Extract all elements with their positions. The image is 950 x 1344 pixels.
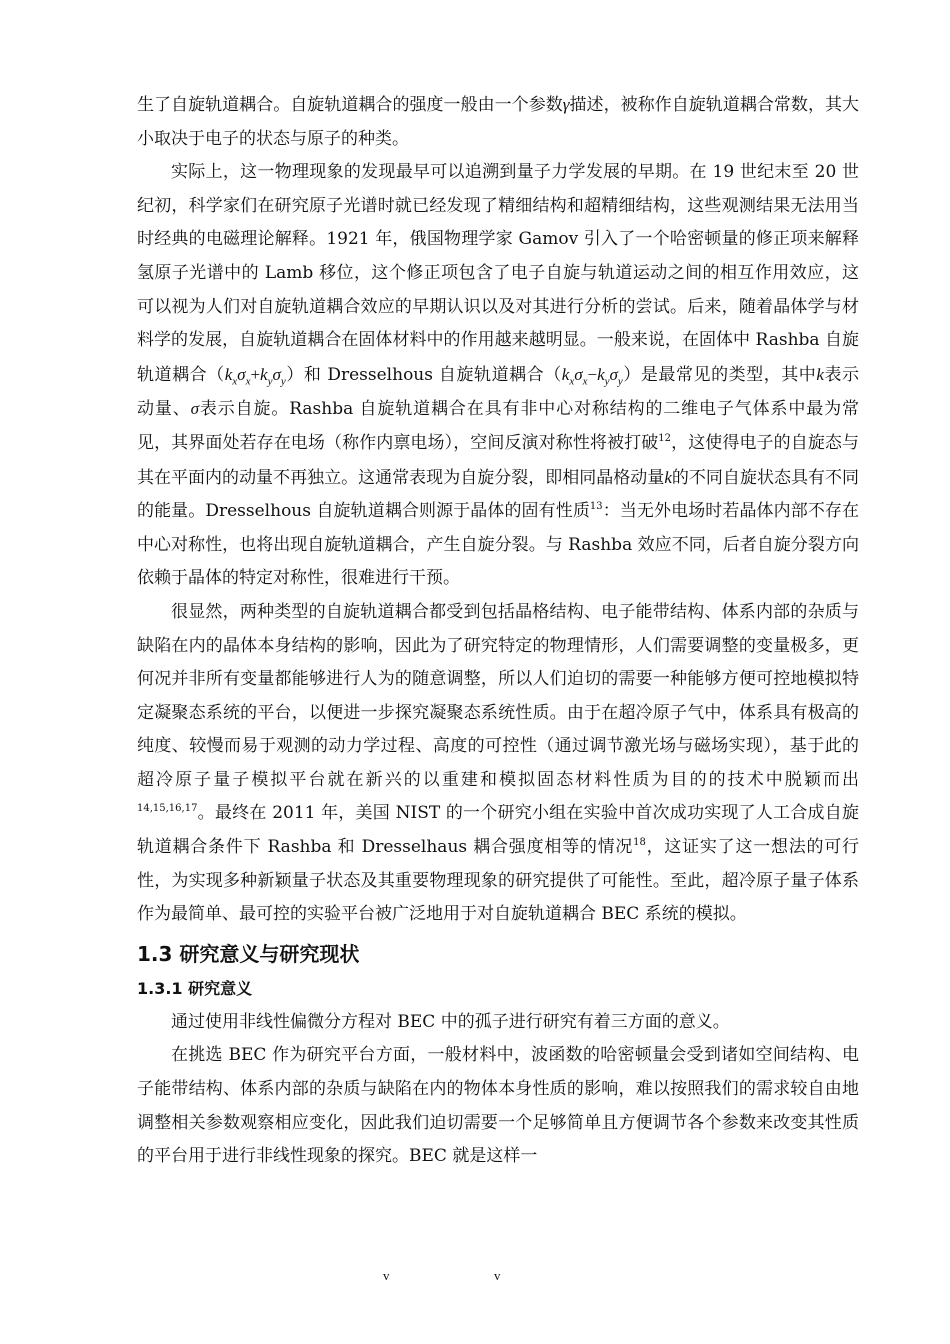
text-run: 生了自旋轨道耦合。自旋轨道耦合的强度一般由一个参数	[137, 95, 563, 115]
gamma-symbol: γ	[562, 95, 570, 114]
rashba-formula: $k_x\sigma_x+k_y\sigma_y$	[224, 364, 286, 388]
dresselhaus-formula: $k_x\sigma_x-k_y\sigma_y$	[561, 364, 623, 388]
citation-13: 13	[589, 501, 603, 513]
text-run: 很显然，两种类型的自旋轨道耦合都受到包括晶格结构、电子能带结构、体系内部的杂质与缺陷在内的晶体本身结构的影响，因此为了研究特定的物理情形，人们需要调整的变量极多，更何况并非所有变量都能够进行人为的随意调整，所以人们迫切的需要一种能够方便可控地模拟特定凝聚态系统的平台，以便进一步探究凝聚态系统性质。由于在超冷原子气中，体系具有极高的纯度、较慢而易于观测的动力学过程、高度的可控性（通过调节激光场与磁场实现），基于此的超冷原子量子模拟平台就在新兴的以重建和模拟固态材料性质为目的的技术中脱颖而出	[137, 601, 859, 790]
page-number-right: v	[494, 1268, 501, 1283]
paragraph-significance-intro: 通过使用非线性偏微分方程对 BEC 中的孤子进行研究有着三方面的意义。	[171, 1011, 730, 1032]
citation-14-17: 14,15,16,17	[137, 803, 198, 815]
text-run: 描述，被称作自旋轨道耦合常数，其大小取决于电子的状态与原子的种类。	[137, 95, 860, 149]
paragraph-simulation	[137, 596, 859, 932]
paragraph-bec-platform: 在挑选 BEC 作为研究平台方面，一般材料中，波函数的哈密顿量会受到诸如空间结构、电子能带结构、体系内部的杂质与缺陷在内的物体本身性质的影响，难以按照我们的需求较自由地调整相关参数观察相应变化，因此我们迫切需要一个足够简单且方便调节各个参数来改变其性质的平台用于进行非线性现象的探究。BEC 就是这样一	[137, 1045, 859, 1167]
paragraph-continuation	[137, 88, 859, 156]
page-body	[137, 88, 859, 1174]
text-run: ，这证实了这一想法的可行性，为实现多种新颖量子状态及其重要物理现象的研究提供了可能性。至此，超冷原子量子体系作为最简单、最可控的实验平台被广泛地用于对自旋轨道耦合 BEC 系统的模拟。	[137, 837, 860, 925]
text-run: ，这使得电子的自旋态与其在平面内的动量不再独立。这通常表现为自旋分裂，即相同晶格动量	[137, 432, 860, 488]
k-symbol: k	[664, 467, 672, 487]
section-heading-1-3: 1.3 研究意义与研究现状	[137, 941, 360, 966]
citation-12: 12	[658, 432, 672, 444]
text-run: 表示自旋。Rashba 自旋轨道耦合在具有非中心对称结构的二维电子气体系中最为常见，其界面处若存在电场（称作内禀电场），空间反演对称性将被打破	[137, 399, 860, 453]
text-run: ）和 Dresselhous 自旋轨道耦合（	[285, 364, 562, 385]
text-run: ：当无外电场时若晶体内部不存在中心对称性，也将出现自旋轨道耦合，产生自旋分裂。与 Rashba 效应不同，后者自旋分裂方向依赖于晶体的特定对称性，很难进行干预。	[137, 501, 860, 589]
page-number-left: v	[383, 1268, 390, 1283]
subsection-heading-1-3-1: 1.3.1 研究意义	[137, 978, 253, 998]
sigma-symbol: σ	[190, 399, 200, 419]
k-symbol: k	[816, 364, 824, 384]
paragraph-history	[137, 156, 859, 596]
text-run: 。最终在 2011 年，美国 NIST 的一个研究小组在实验中首次成功实现了人工合成自旋轨道耦合条件下 Rashba 和 Dresselhaus 耦合强度相等的情况	[137, 803, 859, 858]
text-run: 的不同自旋状态具有不同的能量。Dresselhous 自旋轨道耦合则源于晶体的固有性质	[137, 467, 860, 522]
text-run: ）是最常见的类型，其中	[622, 364, 817, 385]
page-footer	[0, 1268, 950, 1288]
text-run: 表示动量、	[137, 364, 859, 420]
citation-18: 18	[633, 837, 646, 849]
text-run: 实际上，这一物理现象的发现最早可以追溯到量子力学发展的早期。在 19 世纪末至 20 世纪初，科学家们在研究原子光谱时就已经发现了精细结构和超精细结构，这些观测结果无法用当时经典的电磁理论解释。1921 年，俄国物理学家 Gamov 引入了一个哈密顿量的修正项来解释氢原子光谱中的 Lamb 移位，这个修正项包含了电子自旋与轨道运动之间的相互作用效应，这可以视为人们对自旋轨道耦合效应的早期认识以及对其进行分析的尝试。后来，随着晶体学与材料学的发展，自旋轨道耦合在固体材料中的作用越来越明显。一般来说，在固体中 Rashba 自旋轨道耦合（	[137, 162, 859, 385]
